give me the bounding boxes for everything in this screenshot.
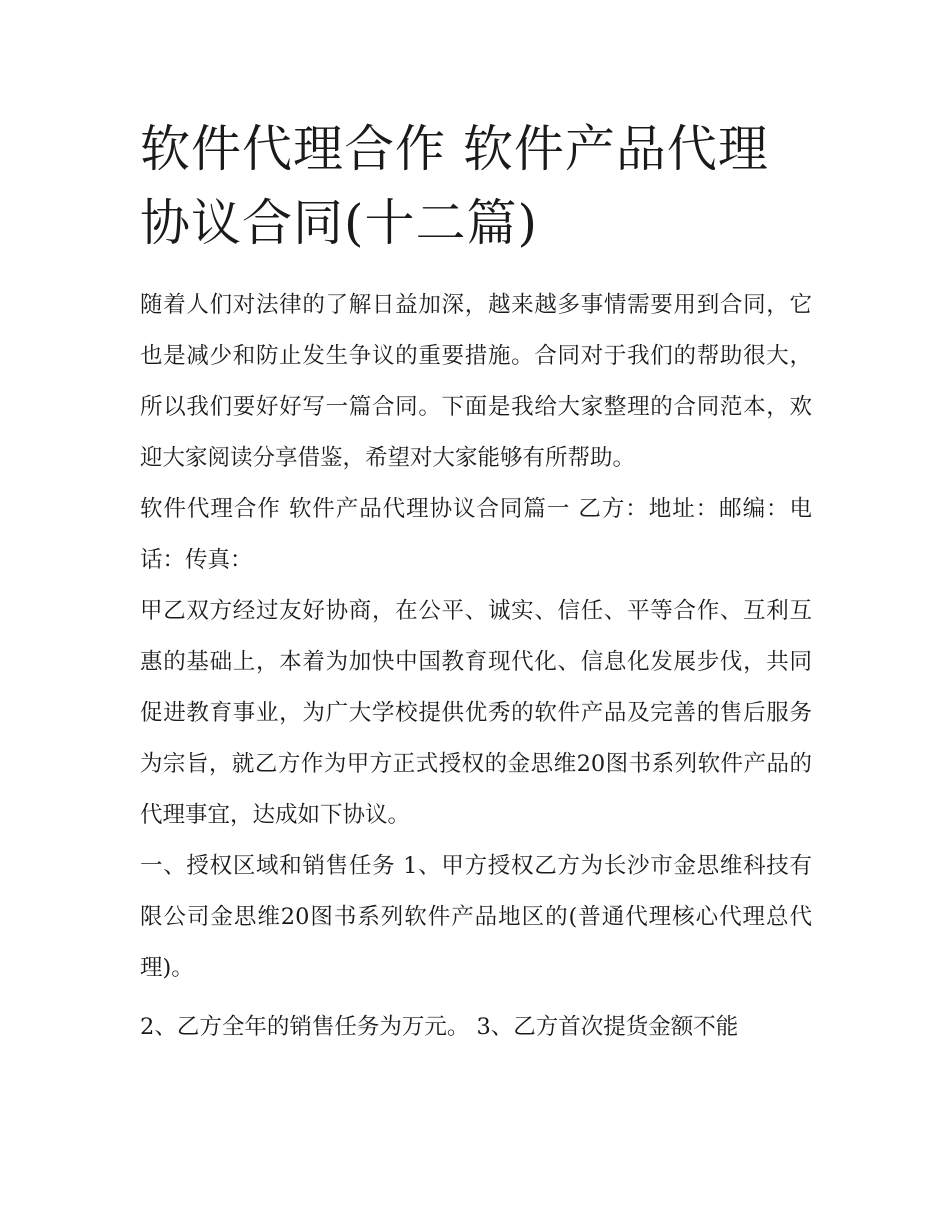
clause-one-paragraph: 一、授权区域和销售任务 1、甲方授权乙方为长沙市金思维科技有限公司金思维20图书系列软件产品地区的(普通代理核心代理总代理)。	[140, 853, 812, 981]
intro-paragraph: 随着人们对法律的了解日益加深，越来越多事情需要用到合同，它也是减少和防止发生争议的重要措施。合同对于我们的帮助很大，所以我们要好好写一篇合同。下面是我给大家整理的合同范本，欢迎大家阅读分享借鉴，希望对大家能够有所帮助。	[140, 292, 812, 471]
document-title: 软件代理合作 软件产品代理协议合同(十二篇)	[140, 120, 769, 252]
clause-two-paragraph: 2、乙方全年的销售任务为万元。 3、乙方首次提货金额不能	[140, 1014, 739, 1040]
section-heading-paragraph: 软件代理合作 软件产品代理协议合同篇一 乙方：地址：邮编：电话：传真：	[140, 496, 812, 573]
agreement-preamble-paragraph: 甲乙双方经过友好协商，在公平、诚实、信任、平等合作、互利互惠的基础上，本着为加快中国教育现代化、信息化发展步伐，共同促进教育事业，为广大学校提供优秀的软件产品及完善的售后服务为宗旨，就乙方作为甲方正式授权的金思维20图书系列软件产品的代理事宜，达成如下协议。	[140, 598, 812, 828]
document-page	[140, 112, 812, 1053]
